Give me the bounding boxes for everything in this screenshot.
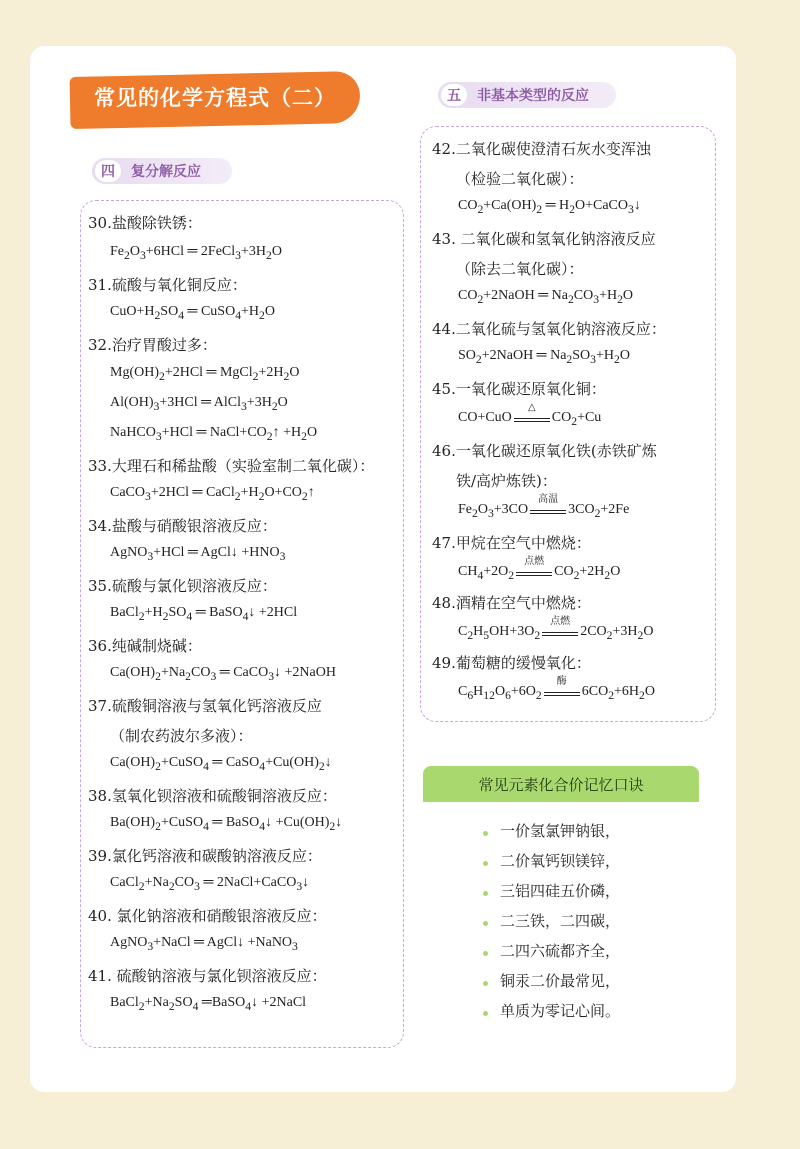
- reaction-title: 36.纯碱制烧碱：: [88, 637, 202, 655]
- reaction-subtitle: （检验二氧化碳）：: [456, 170, 584, 188]
- condition-label: 点燃: [524, 555, 545, 567]
- equation: $CO_2+Ca(OH)_2$ ═ $H_2O+CaCO_3↓$: [458, 198, 641, 216]
- equation: NaHCO$_3$+HCl ═ $NaCl+CO_2↑ +H_2O$: [110, 425, 318, 443]
- mnemonic-line: 二价氧钙钡镁锌，: [500, 852, 621, 870]
- reaction-title: 31.硫酸与氧化铜反应：: [88, 276, 247, 294]
- bullet-icon: [483, 1011, 488, 1016]
- reaction-title: 34.盐酸与硝酸银溶液反应：: [88, 517, 277, 535]
- mnemonic-line: 二三铁，二四碳，: [500, 912, 621, 930]
- bullet-icon: [483, 981, 488, 986]
- equation: $Ba(OH)_2+CuSO_4$ ═ BaSO$_4$↓ $+Cu(OH)_2↓$: [110, 815, 343, 833]
- mnemonic-line: 二四六硫都齐全，: [500, 942, 621, 960]
- equation: $BaCl_2+H_2SO_4$ ═ BaSO$_4$↓ +2HCl: [110, 605, 298, 623]
- reaction-title: 46.一氧化碳还原氧化铁(赤铁矿炼: [432, 442, 657, 460]
- mnemonic-line: 一价氢氯钾钠银，: [500, 822, 621, 840]
- equation: AgNO$_3$+NaCl ═ AgCl↓ +NaNO$_3$: [110, 935, 298, 953]
- reaction-title: 49.葡萄糖的缓慢氧化：: [432, 654, 591, 672]
- equation: CO+CuO △ $CO_2+Cu$: [458, 401, 602, 428]
- reaction-title: 47.甲烷在空气中燃烧：: [432, 534, 591, 552]
- reaction-title: 41. 硫酸钠溶液与氯化钡溶液反应：: [88, 967, 327, 985]
- section-number: 五: [441, 84, 467, 106]
- section-number: 四: [95, 160, 121, 182]
- equation: $C_6H_{12}O_6+6O_2$ 酶 $6CO_2+6H_2O$: [458, 675, 655, 702]
- equation: $Mg(OH)_2+2HCl$ ═ $MgCl_2+2H_2O$: [110, 365, 300, 383]
- bullet-icon: [483, 891, 488, 896]
- condition-label: 高温: [538, 493, 559, 505]
- section-label: 非基本类型的反应: [477, 88, 589, 104]
- equation: $C_2H_5OH+3O_2$ 点燃 $2CO_2+3H_2O$: [458, 615, 654, 642]
- enzyme-condition: [544, 675, 580, 699]
- heat-condition: [514, 401, 550, 425]
- reaction-title: 30.盐酸除铁锈：: [88, 214, 202, 232]
- reaction-title: 45.一氧化碳还原氧化铜：: [432, 380, 606, 398]
- ignite-condition: [516, 555, 552, 579]
- equation: $CaCl_2+Na_2CO_3$ ═ 2NaCl+CaCO$_3$↓: [110, 875, 310, 893]
- equation: $Al(OH)_3+3HCl$ ═ $AlCl_3+3H_2O$: [110, 395, 288, 413]
- ignite-condition: [542, 615, 578, 639]
- reaction-title: 44.二氧化硫与氢氧化钠溶液反应：: [432, 320, 666, 338]
- equation: $Fe_2O_3+3CO$ 高温 $3CO_2+2Fe$: [458, 493, 630, 520]
- equation: $SO_2+2NaOH$ ═ $Na_2SO_3+H_2O$: [458, 348, 630, 366]
- reaction-title: 32.治疗胃酸过多：: [88, 336, 217, 354]
- mnemonic-line: 三铝四硅五价磷，: [500, 882, 621, 900]
- equation: $Fe_2O_3+6HCl$ ═ $2FeCl_3+3H_2O$: [110, 244, 282, 262]
- reaction-title: 40. 氯化钠溶液和硝酸银溶液反应：: [88, 907, 327, 925]
- mnemonic-line: 铜汞二价最常见，: [500, 972, 621, 990]
- page-title: 常见的化学方程式（二）: [94, 86, 336, 110]
- reaction-subtitle: （除去二氧化碳）：: [456, 260, 584, 278]
- reaction-title: 42.二氧化碳使澄清石灰水变浑浊: [432, 140, 651, 158]
- equation: $CO_2+2NaOH$ ═ $Na_2CO_3+H_2O$: [458, 288, 634, 306]
- equation: $BaCl_2+Na_2SO_4$ ═BaSO$_4$↓ +2NaCl: [110, 995, 307, 1013]
- reaction-title: 33.大理石和稀盐酸（实验室制二氧化碳）：: [88, 457, 375, 475]
- section-label: 复分解反应: [131, 164, 201, 180]
- reaction-title: 37.硫酸铜溶液与氢氧化钙溶液反应: [88, 697, 322, 715]
- bullet-icon: [483, 831, 488, 836]
- condition-label: △: [527, 401, 536, 413]
- reaction-title: 43. 二氧化碳和氢氧化钠溶液反应: [432, 230, 656, 248]
- section-five-pill: [438, 82, 616, 108]
- reaction-subtitle: 铁/高炉炼铁)：: [456, 472, 557, 490]
- section-four-pill: [92, 158, 232, 184]
- condition-label: 酶: [556, 675, 567, 687]
- equation: AgNO$_3$+HCl ═ AgCl↓ $+HNO_3$: [110, 545, 286, 563]
- reaction-title: 35.硫酸与氯化钡溶液反应：: [88, 577, 277, 595]
- equation: $Ca(OH)_2+Na_2CO_3$ ═ CaCO$_3$↓ +2NaOH: [110, 665, 336, 683]
- equation: CaCO$_3$+2HCl ═ $CaCl_2+H_2O+CO_2↑$: [110, 485, 315, 503]
- bullet-icon: [483, 921, 488, 926]
- equation: $CuO+H_2SO_4$ ═ $CuSO_4+H_2O$: [110, 304, 275, 322]
- mnemonic-line: 单质为零记心间。: [500, 1002, 621, 1020]
- high-temp-condition: [530, 493, 566, 517]
- bullet-icon: [483, 861, 488, 866]
- reaction-title: 38.氢氧化钡溶液和硫酸铜溶液反应：: [88, 787, 337, 805]
- equation: $Ca(OH)_2+CuSO_4$ ═ $CaSO_4+Cu(OH)_2↓$: [110, 755, 332, 773]
- reaction-title: 48.酒精在空气中燃烧：: [432, 594, 591, 612]
- reaction-subtitle: （制农药波尔多液）：: [110, 727, 253, 745]
- reaction-title: 39.氯化钙溶液和碳酸钠溶液反应：: [88, 847, 322, 865]
- mnemonic-title: 常见元素化合价记忆口诀: [423, 766, 699, 802]
- condition-label: 点燃: [550, 615, 571, 627]
- equation: $CH_4+2O_2$ 点燃 $CO_2+2H_2O$: [458, 555, 621, 582]
- bullet-icon: [483, 951, 488, 956]
